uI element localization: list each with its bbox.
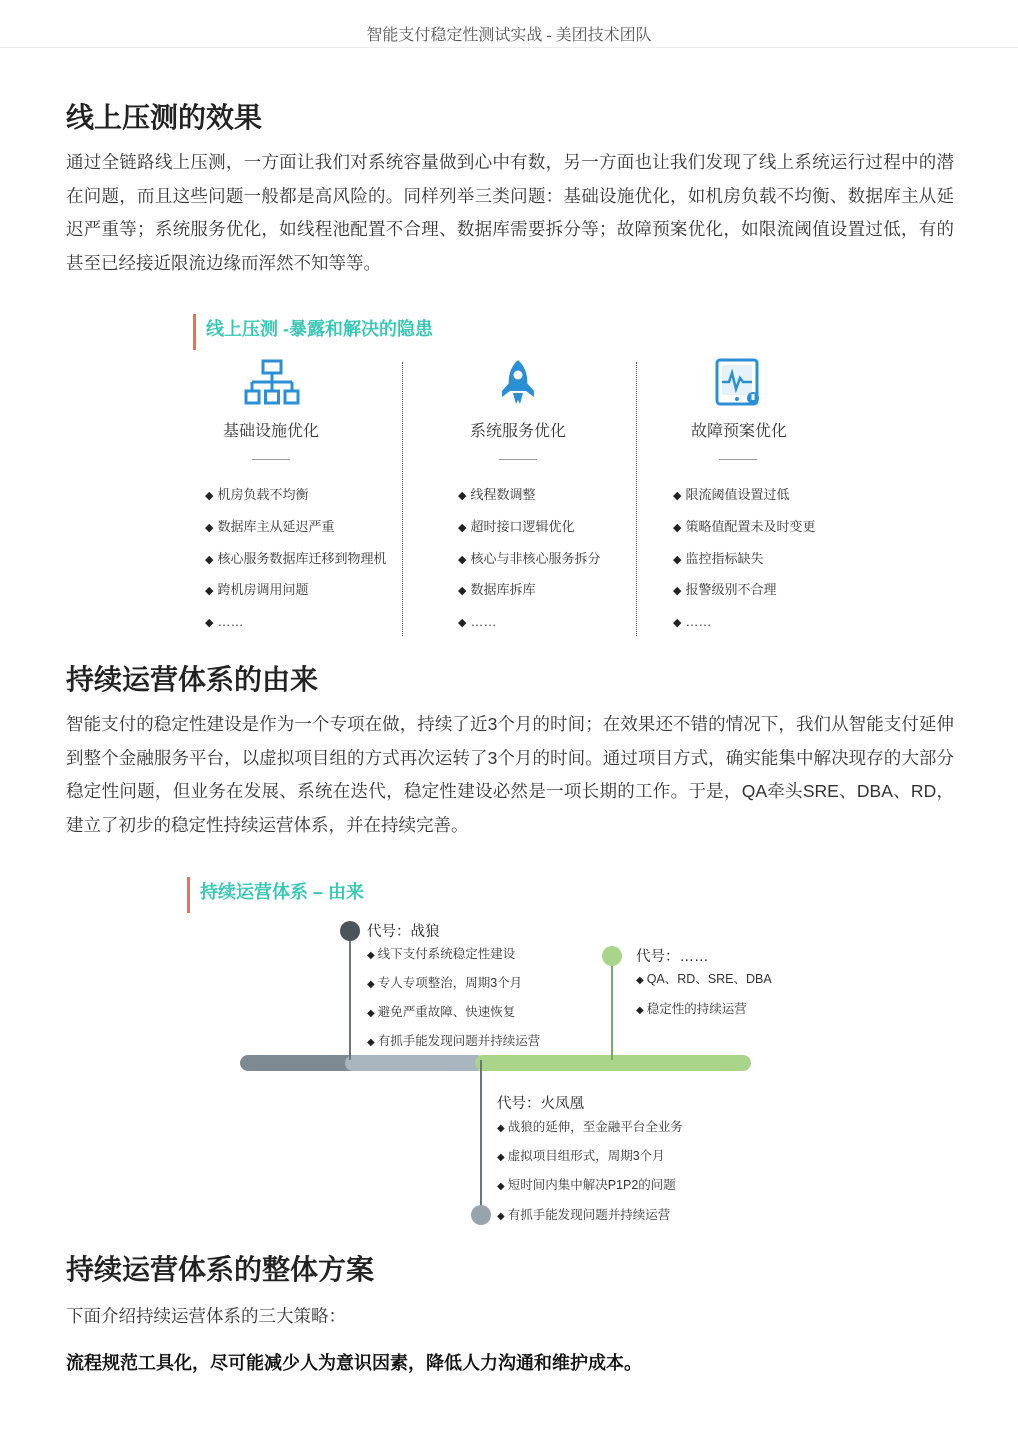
issue-item: ◆ 监控指标缺失 xyxy=(673,551,764,566)
section-heading-overall-plan: 持续运营体系的整体方案 xyxy=(66,1254,375,1285)
section-intro-strategies: 下面介绍持续运营体系的三大策略： xyxy=(66,1306,346,1326)
issue-item: ◆ 机房负载不均衡 xyxy=(205,487,309,502)
section-heading-ops-origin: 持续运营体系的由来 xyxy=(66,664,319,695)
network-hierarchy-icon xyxy=(244,358,300,408)
issue-item: ◆ …… xyxy=(205,614,244,629)
figure-title: 持续运营体系 – 由来 xyxy=(187,877,364,913)
timeline-segment-huofenghuang xyxy=(345,1055,485,1071)
column-divider xyxy=(252,459,290,460)
column-divider xyxy=(719,459,757,460)
issue-item: ◆ 数据库主从延迟严重 xyxy=(205,519,335,534)
strategy-statement: 流程规范工具化，尽可能减少人为意识因素，降低人力沟通和维护成本。 xyxy=(66,1353,642,1373)
issue-item: ◆ …… xyxy=(458,614,497,629)
phase-item: ◆ 虚拟项目组形式，周期3个月 xyxy=(497,1149,665,1163)
phase-item: ◆ 避免严重故障、快速恢复 xyxy=(367,1005,516,1019)
phase-code-label: 代号：火凤凰 xyxy=(497,1096,584,1112)
column-divider xyxy=(499,459,537,460)
column-title: 故障预案优化 xyxy=(690,423,787,440)
issue-item: ◆ 策略值配置未及时变更 xyxy=(673,519,816,534)
phase-connector xyxy=(480,1060,482,1210)
figure-ops-timeline xyxy=(185,870,805,1235)
phase-item: ◆ 线下支付系统稳定性建设 xyxy=(367,947,516,961)
phase-marker xyxy=(340,921,360,941)
phase-connector xyxy=(611,958,613,1060)
phase-item: ◆ 专人专项整治，周期3个月 xyxy=(367,976,523,990)
issue-item: ◆ 超时接口逻辑优化 xyxy=(458,519,575,534)
issue-item: ◆ 报警级别不合理 xyxy=(673,582,777,597)
timeline-segment-future xyxy=(475,1055,751,1071)
phase-item: ◆ 有抓手能发现问题并持续运营 xyxy=(497,1208,671,1222)
phase-item: ◆ 短时间内集中解决P1P2的问题 xyxy=(497,1178,676,1192)
figure-title: 线上压测 -暴露和解决的隐患 xyxy=(193,314,433,350)
issue-item: ◆ 数据库拆库 xyxy=(458,582,536,597)
phase-marker xyxy=(471,1205,491,1225)
running-header xyxy=(0,0,1018,48)
phase-code-label: 代号：…… xyxy=(636,949,709,965)
tablet-monitor-icon xyxy=(711,358,767,408)
issue-item: ◆ 线程数调整 xyxy=(458,487,536,502)
column-separator xyxy=(636,362,637,636)
column-system-service xyxy=(458,358,648,638)
issue-item: ◆ 限流阈值设置过低 xyxy=(673,487,790,502)
rocket-icon xyxy=(490,358,546,408)
section-paragraph-pressure-test: 通过全链路线上压测，一方面让我们对系统容量做到心中有数，另一方面也让我们发现了线上系统运行过程中的潜在问题，而且这些问题一般都是高风险的。同样列举三类问题：基础设施优化，如机房负载不均衡、数据库主从延迟严重等；系统服务优化，如线程池配置不合理、数据库需要拆分等；故障预案优化，如限流阈值设置过低，有的甚至已经接近限流边缘而浑然不知等等。 xyxy=(66,152,954,273)
column-title: 系统服务优化 xyxy=(469,423,566,440)
column-separator xyxy=(402,362,403,636)
timeline-segment-zhanlang xyxy=(240,1055,360,1071)
phase-item: ◆ QA、RD、SRE、DBA xyxy=(636,972,772,986)
phase-item: ◆ 稳定性的持续运营 xyxy=(636,1002,747,1016)
phase-code-label: 代号：战狼 xyxy=(367,924,440,940)
section-paragraph-ops-origin: 智能支付的稳定性建设是作为一个专项在做，持续了近3个月的时间；在效果还不错的情况下，我们从智能支付延伸到整个金融服务平台，以虚拟项目组的方式再次运转了3个月的时间。通过项目方式，确实能集中解决现存的大部分稳定性问题，但业务在发展、系统在迭代，稳定性建设必然是一项长期的工作。于是，QA牵头SRE、DBA、RD，建立了初步的稳定性持续运营体系，并在持续完善。 xyxy=(66,714,954,835)
issue-item: ◆ 跨机房调用问题 xyxy=(205,582,309,597)
column-title: 基础设施优化 xyxy=(222,423,319,440)
column-fault-plan xyxy=(673,358,843,638)
document-title: 智能支付稳定性测试实战 - 美团技术团队 xyxy=(366,27,652,44)
issue-item: ◆ 核心与非核心服务拆分 xyxy=(458,551,601,566)
section-heading-pressure-test-results: 线上压测的效果 xyxy=(66,102,263,133)
issue-item: ◆ 核心服务数据库迁移到物理机 xyxy=(205,551,387,566)
issue-item: ◆ …… xyxy=(673,614,712,629)
column-infrastructure xyxy=(205,358,405,638)
phase-marker xyxy=(602,946,622,966)
phase-connector xyxy=(349,930,351,1060)
phase-item: ◆ 战狼的延伸，至金融平台全业务 xyxy=(497,1120,683,1134)
phase-item: ◆ 有抓手能发现问题并持续运营 xyxy=(367,1034,541,1048)
figure-pressure-test-issues xyxy=(190,300,830,645)
